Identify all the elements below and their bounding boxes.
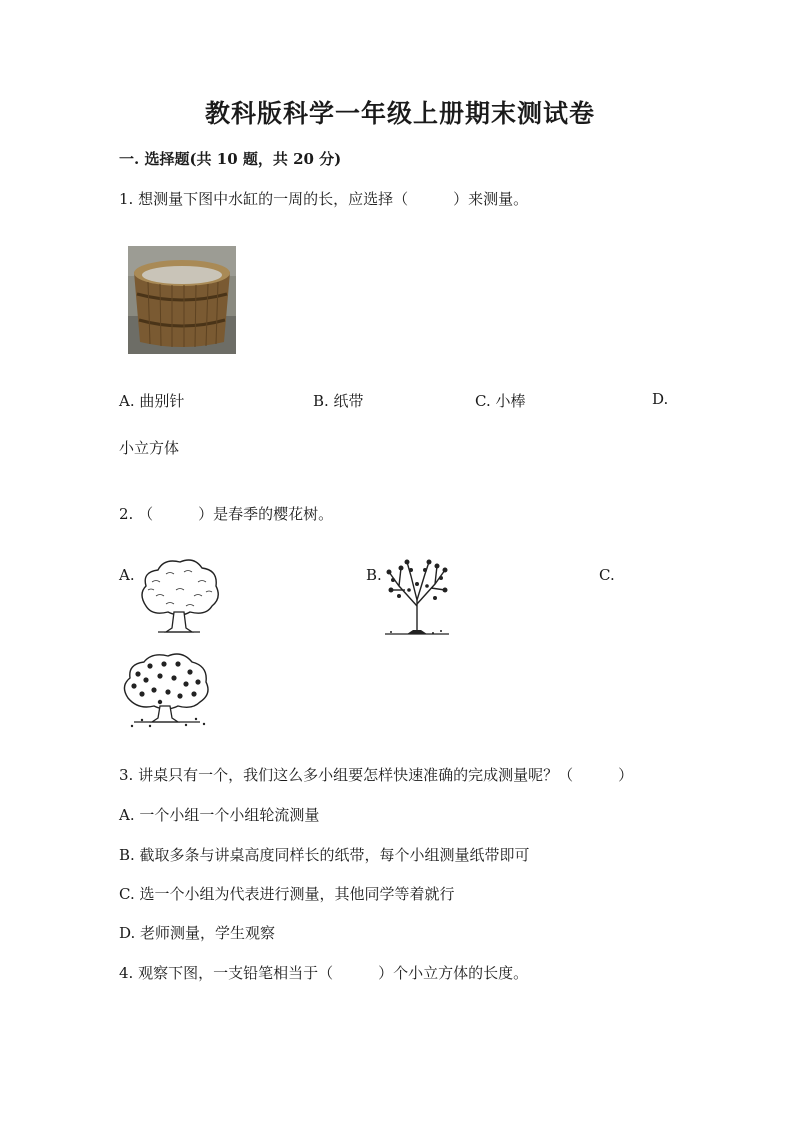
option-1a: A. 曲别针 xyxy=(119,392,185,410)
page-title: 教科版科学一年级上册期末测试卷 xyxy=(204,99,595,128)
option-1c: C. 小棒 xyxy=(475,392,526,410)
option-3a: A. 一个小组一个小组轮流测量 xyxy=(119,806,320,824)
option-1b: B. 纸带 xyxy=(313,392,364,410)
option-2a: A. xyxy=(119,566,135,584)
option-3b: B. 截取多条与讲桌高度同样长的纸带，每个小组测量纸带即可 xyxy=(119,846,530,864)
question-1-stem: 1. 想测量下图中水缸的一周的长，应选择（ ）来测量。 xyxy=(119,190,529,208)
tree-dotted-image xyxy=(120,652,212,728)
option-2b: B. xyxy=(366,566,382,584)
water-vat-image xyxy=(128,246,236,354)
option-1d-text: 小立方体 xyxy=(119,439,180,457)
option-3d: D. 老师测量，学生观察 xyxy=(119,924,276,942)
option-1d: D. xyxy=(652,390,669,408)
option-3c: C. 选一个小组为代表进行测量，其他同学等着就行 xyxy=(119,885,455,903)
option-2c: C. xyxy=(599,566,615,584)
tree-bare-branches-image xyxy=(381,556,453,638)
question-3-stem: 3. 讲桌只有一个，我们这么多小组要怎样快速准确的完成测量呢？（ ） xyxy=(119,766,634,784)
question-4-stem: 4. 观察下图，一支铅笔相当于（ ）个小立方体的长度。 xyxy=(119,964,529,982)
section-heading: 一. 选择题(共 10 题，共 20 分) xyxy=(119,150,342,168)
tree-blossom-image xyxy=(136,556,222,636)
question-2-stem: 2. （ ）是春季的樱花树。 xyxy=(119,505,334,523)
